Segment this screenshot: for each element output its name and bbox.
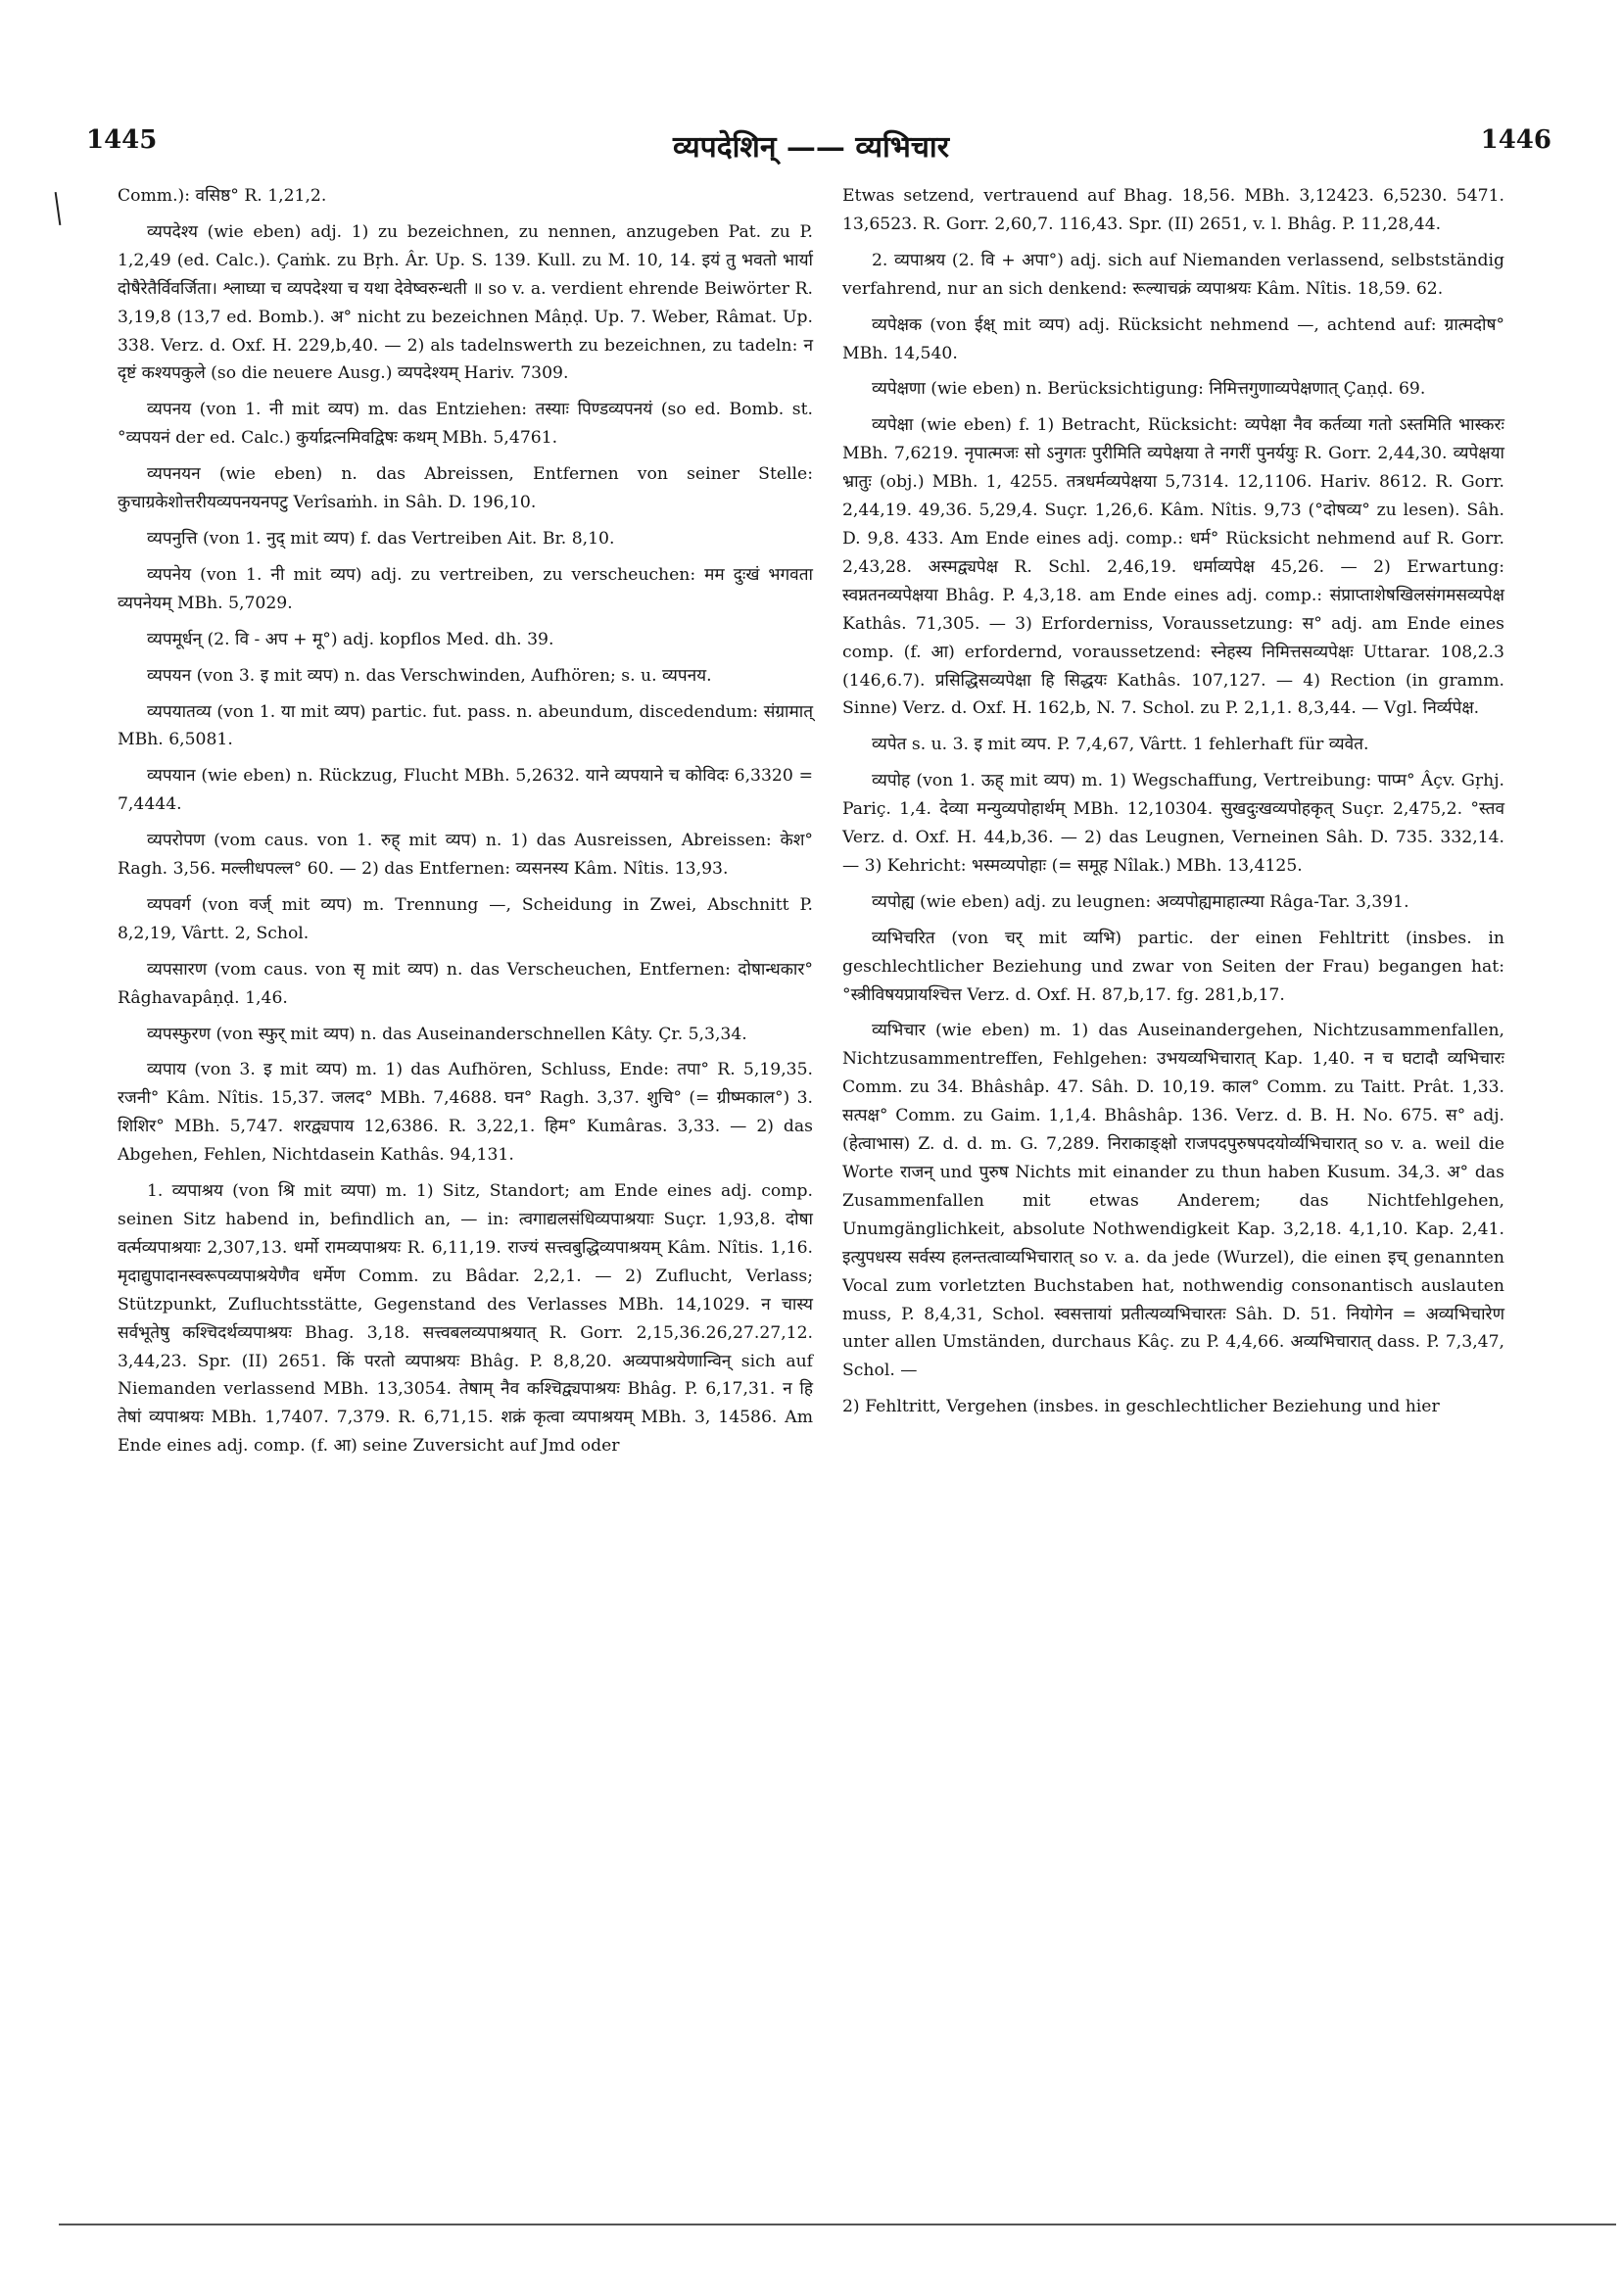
entry: व्यपनय (von 1. नी mit व्यप) m. das Entziehen: तस्याः पिण्डव्यपनयं (so ed. Bomb. st. °व्यपयनं der ed. Calc.) कुर्याद्रत्नमिवद्विषः कथम् MBh. 5,4761. [118, 400, 813, 449]
right-column [842, 182, 1504, 1429]
entry: व्यपनुत्ति (von 1. नुद् mit व्यप) f. das Vertreiben Ait. Br. 8,10. [147, 528, 615, 549]
bottom-rule [59, 2224, 1616, 2225]
entry: 2) Fehltritt, Vergehen (insbes. in geschlechtlicher Beziehung und hier [842, 1397, 1440, 1417]
entry: व्यपेक्षक (von ईक्ष् mit व्यप) adj. Rücksicht nehmend —, achtend auf: ग्रात्मदोष° MBh. 14,540. [842, 314, 1504, 363]
entry: व्यपयन (von 3. इ mit व्यप) n. das Verschwinden, Aufhören; s. u. व्यपनय. [147, 665, 712, 686]
entry: व्यपेक्षणा (wie eben) n. Berücksichtigung: निमित्तगुणाव्यपेक्षणात् Çaṇḍ. 69. [872, 379, 1426, 400]
entry: 1. व्यपाश्रय (von श्रि mit व्यपा) m. 1) Sitz, Standort; am Ende eines adj. comp. seinen Sitz habend in, befindlich an, — in: त्वगाद्यलसंधिव्यपाश्रयाः Suçr. 1,93,8. दोषा वर्त्मव्यपाश्रयाः 2,307,13. धर्मो रामव्यपाश्रयः R. 6,11,19. राज्यं सत्त्वबुद्धिव्यपाश्रयम् Kâm. Nîtis. 1,16. मृदाद्युपादानस्वरूपव्यपाश्रयेणैव धर्मेण Comm. zu Bâdar. 2,2,1. — 2) Zuflucht, Verlass; Stützpunkt, Zufluchtsstätte, Gegenstand des Verlasses MBh. 14,1029. न चास्य सर्वभूतेषु कश्चिदर्थव्यपाश्रयः Bhag. 3,18. सत्त्वबलव्यपाश्रयात् R. Gorr. 2,15,36.26,27.27,12. 3,44,23. Spr. (II) 2651. किं परतो व्यपाश्रयः Bhâg. P. 8,8,20. अव्यपाश्रयेणान्विन् sich auf Niemanden verlassend MBh. 13,3054. तेषाम् नैव कश्चिद्व्यपाश्रयः Bhâg. P. 6,17,31. न हि तेषां व्यपाश्रयः MBh. 1,7407. 7,379. R. 6,71,15. शक्रं कृत्वा व्यपाश्रयम् MBh. 3, 14586. Am Ende eines adj. comp. (f. आ) seine Zuversicht auf Jmd oder [118, 1181, 813, 1457]
entry: व्यपदेश्य (wie eben) adj. 1) zu bezeichnen, zu nennen, anzugeben Pat. zu P. 1,2,49 (ed. Calc.). Çaṁk. zu Bṛh. Âr. Up. S. 139. Kull. zu M. 10, 14. इयं तु भवतो भार्या दोषैरेतैर्विवर्जिता। श्लाघ्या च व्यपदेश्या च यथा देवेष्वरुन्धती ॥ so v. a. verdient ehrende Beiwörter R. 3,19,8 (13,7 ed. Bomb.). अ° nicht zu bezeichnen Mâṇḍ. Up. 7. Weber, Râmat. Up. 338. Verz. d. Oxf. H. 229,b,40. — 2) als tadelnswerth zu bezeichnen, zu tadeln: न दृष्टं कश्यपकुले (so die neuere Ausg.) व्यपदेश्यम् Hariv. 7309. [118, 221, 813, 384]
left-column [118, 182, 813, 1468]
entry: Comm.): वसिष्ठ° R. 1,21,2. [118, 186, 327, 206]
entry: व्यपरोपण (vom caus. von 1. रुह् mit व्यप) n. 1) das Ausreissen, Abreissen: केश° Ragh. 3,56. मल्लीधपल्ल° 60. — 2) das Entfernen: व्यसनस्य Kâm. Nîtis. 13,93. [118, 831, 813, 880]
page-number-right: 1446 [1480, 125, 1551, 155]
page-number-left: 1445 [86, 125, 158, 155]
entry: 2. व्यपाश्रय (2. वि + अपा°) adj. sich auf Niemanden verlassend, selbstständig verfahrend, nur an sich denkend: रूल्याचक्रं व्यपाश्रयः Kâm. Nîtis. 18,59. 62. [842, 250, 1504, 299]
entry: व्यपनेय (von 1. नी mit व्यप) adj. zu vertreiben, zu verscheuchen: मम दुःखं भगवता व्यपनेयम् MBh. 5,7029. [118, 564, 813, 613]
entry: व्यपेक्षा (wie eben) f. 1) Betracht, Rücksicht: व्यपेक्षा नैव कर्तव्या गतो ऽस्तमिति भास्करः MBh. 7,6219. नृपात्मजः सो ऽनुगतः पुरीमिति व्यपेक्षया ते नगरीं पुनर्ययुः R. Gorr. 2,44,30. व्यपेक्षया भ्रातुः (obj.) MBh. 1, 4255. तत्रधर्मव्यपेक्षया 5,7314. 12,1106. Hariv. 8612. R. Gorr. 2,44,19. 49,36. 5,29,4. Suçr. 1,26,6. Kâm. Nîtis. 9,73 (°दोषव्य° zu lesen). Sâh. D. 9,8. 433. Am Ende eines adj. comp.: धर्म° Rücksicht nehmend auf R. Gorr. 2,43,28. अस्मद्व्यपेक्ष R. Schl. 2,46,19. धर्माव्यपेक्ष 45,26. — 2) Erwartung: स्वप्नतनव्यपेक्षया Bhâg. P. 4,3,18. am Ende eines adj. comp.: संप्राप्ताशेषखिलसंगमसव्यपेक्ष Kathâs. 71,305. — 3) Erforderniss, Voraussetzung: स° adj. am Ende eines comp. (f. आ) erfordernd, voraussetzend: स्नेहस्य निमित्तसव्यपेक्षः Uttarar. 108,2.3 (146,6.7). प्रसिद्धिसव्यपेक्षा हि सिद्धयः Kathâs. 107,127. — 4) Rection (in gramm. Sinne) Verz. d. Oxf. H. 162,b, N. 7. Schol. zu P. 2,1,1. 8,3,44. — Vgl. निर्व्यपेक्ष. [842, 415, 1504, 719]
entry: व्यभिचरित (von चर् mit व्यभि) partic. der einen Fehltritt (insbes. in geschlechtlicher Beziehung und zwar von Seiten der Frau) begangen hat: °स्त्रीविषयप्रायश्चित्त Verz. d. Oxf. H. 87,b,17. fg. 281,b,17. [842, 928, 1504, 1005]
entry: व्यपस्फुरण (von स्फुर् mit व्यप) n. das Auseinanderschnellen Kâty. Çr. 5,3,34. [147, 1024, 747, 1044]
entry: व्यपोह (von 1. ऊह् mit व्यप) m. 1) Wegschaffung, Vertreibung: पाप्म° Âçv. Gṛhj. Pariç. 1,4. देव्या मन्युव्यपोहार्थम् MBh. 12,10304. सुखदुःखव्यपोहकृत् Suçr. 2,475,2. °स्तव Verz. d. Oxf. H. 44,b,36. — 2) das Leugnen, Verneinen Sâh. D. 735. 332,14. — 3) Kehricht: भस्मव्यपोहाः (= समूह Nîlak.) MBh. 13,4125. [842, 771, 1504, 876]
entry: व्यपमूर्धन् (2. वि - अप + मू°) adj. kopflos Med. dh. 39. [147, 629, 554, 649]
entry: व्यपसारण (vom caus. von सृ mit व्यप) n. das Verscheuchen, Entfernen: दोषान्धकार° Râghavapâṇḍ. 1,46. [118, 959, 813, 1008]
entry: व्यपोह्य (wie eben) adj. zu leugnen: अव्यपोह्यमाहात्म्या Râga-Tar. 3,391. [872, 891, 1409, 912]
entry: व्यपयातव्य (von 1. या mit व्यप) partic. fut. pass. n. abeundum, discedendum: संग्रामात् MBh. 6,5081. [118, 701, 813, 750]
entry: व्यपवर्ग (von वर्ज् mit व्यप) m. Trennung —, Scheidung in Zwei, Abschnitt P. 8,2,19, Vârtt. 2, Schol. [118, 894, 813, 943]
entry: व्यपनयन (wie eben) n. das Abreissen, Entfernen von seiner Stelle: कुचाग्रकेशोत्तरीयव्यपनयनपटु Verîsaṁh. in Sâh. D. 196,10. [118, 464, 813, 513]
margin-mark [55, 192, 62, 225]
entry: व्यभिचार (wie eben) m. 1) das Auseinandergehen, Nichtzusammenfallen, Nichtzusammentreffen, Fehlgehen: उभयव्यभिचारात् Kap. 1,40. न च घटादौ व्यभिचारः Comm. zu 34. Bhâshâp. 47. Sâh. D. 10,19. काल° Comm. zu Taitt. Prât. 1,33. सत्पक्ष° Comm. zu Gaim. 1,1,4. Bhâshâp. 136. Verz. d. B. H. No. 675. स° adj. (हेत्वाभास) Z. d. d. m. G. 7,289. निराकाङ्क्षो राजपदपुरुषपदयोर्व्यभिचारात् so v. a. weil die Worte राजन् und पुरुष Nichts mit einander zu thun haben Kusum. 34,3. अ° das Zusammenfallen mit etwas Anderem; das Nichtfehlgehen, Unumgänglichkeit, absolute Nothwendigkeit Kap. 3,2,18. 4,1,10. Kap. 2,41. इत्युपधस्य सर्वस्य हलन्तत्वाव्यभिचारात् so v. a. da jede (Wurzel), die einen इच् genannten Vocal zum vorletzten Buchstaben hat, nothwendig consonantisch auslauten muss, P. 8,4,31, Schol. स्वसत्तायां प्रतीत्यव्यभिचारतः Sâh. D. 51. नियोगेन = अव्यभिचारेण unter allen Umständen, durchaus Kâç. zu P. 4,4,66. अव्यभिचारात् dass. P. 7,3,47, Schol. — [842, 1021, 1504, 1381]
entry: व्यपाय (von 3. इ mit व्यप) m. 1) das Aufhören, Schluss, Ende: तपा° R. 5,19,35. रजनी° Kâm. Nîtis. 15,37. जलद° MBh. 7,4688. घन° Ragh. 3,37. शुचि° (= ग्रीष्मकाल°) 3. शिशिर° MBh. 5,747. शरद्व्यपाय 12,6386. R. 3,22,1. हिम° Kumâras. 3,33. — 2) das Abgehen, Fehlen, Nichtdasein Kathâs. 94,131. [118, 1060, 813, 1166]
entry: व्यपयान (wie eben) n. Rückzug, Flucht MBh. 5,2632. याने व्यपयाने च कोविदः 6,3320 = 7,4444. [118, 766, 813, 815]
page-title: व्यपदेशिन् —— व्यभिचार [673, 130, 949, 165]
entry: Etwas setzend, vertrauend auf Bhag. 18,56. MBh. 3,12423. 6,5230. 5471. 13,6523. R. Gorr. 2,60,7. 116,43. Spr. (II) 2651, v. l. Bhâg. P. 11,28,44. [842, 186, 1504, 234]
entry: व्यपेत s. u. 3. इ mit व्यप. P. 7,4,67, Vârtt. 1 fehlerhaft für व्यवेत. [872, 735, 1369, 755]
